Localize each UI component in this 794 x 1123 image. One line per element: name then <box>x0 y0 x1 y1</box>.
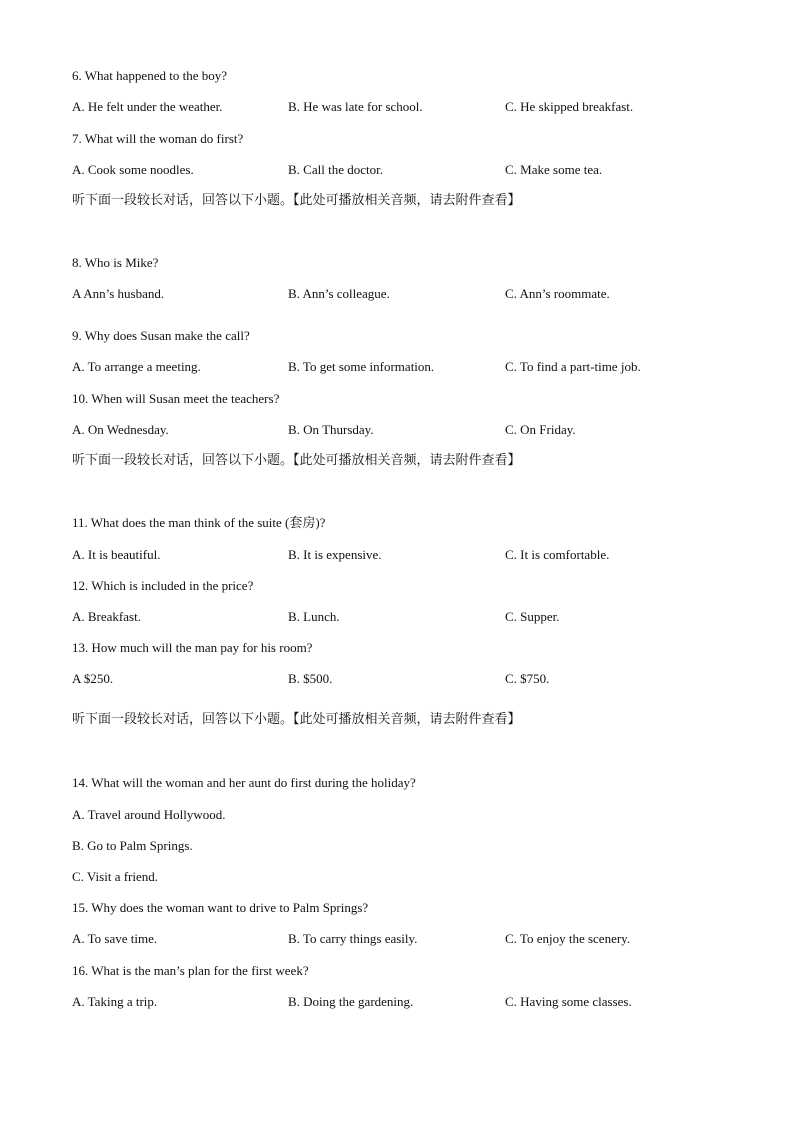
section-instruction-2: 听下面一段较长对话，回答以下小题。【此处可播放相关音频，请去附件查看】 <box>72 453 521 468</box>
q10-option-c: C. On Friday. <box>505 422 576 437</box>
q12-option-b: B. Lunch. <box>288 609 340 624</box>
question-13: 13. How much will the man pay for his room? <box>72 640 313 655</box>
q9-option-a: A. To arrange a meeting. <box>72 359 201 374</box>
question-7: 7. What will the woman do first? <box>72 131 244 146</box>
section-instruction-3: 听下面一段较长对话，回答以下小题。【此处可播放相关音频，请去附件查看】 <box>72 712 521 727</box>
q7-option-b: B. Call the doctor. <box>288 162 383 177</box>
q6-option-b: B. He was late for school. <box>288 99 423 114</box>
q7-option-c: C. Make some tea. <box>505 162 603 177</box>
q15-option-c: C. To enjoy the scenery. <box>505 931 631 946</box>
q14-option-b: B. Go to Palm Springs. <box>72 838 193 853</box>
q8-option-b: B. Ann’s colleague. <box>288 286 390 301</box>
q7-option-a: A. Cook some noodles. <box>72 162 194 177</box>
q16-option-c: C. Having some classes. <box>505 994 632 1009</box>
question-8: 8. Who is Mike? <box>72 255 159 270</box>
q6-option-c: C. He skipped breakfast. <box>505 99 634 114</box>
q12-option-a: A. Breakfast. <box>72 609 141 624</box>
question-15: 15. Why does the woman want to drive to Palm Springs? <box>72 900 369 915</box>
q11-option-a: A. It is beautiful. <box>72 547 161 562</box>
q11-option-b: B. It is expensive. <box>288 547 382 562</box>
q10-option-a: A. On Wednesday. <box>72 422 169 437</box>
q13-option-a: A $250. <box>72 671 114 686</box>
q9-option-c: C. To find a part-time job. <box>505 359 641 374</box>
q16-option-a: A. Taking a trip. <box>72 994 158 1009</box>
question-16: 16. What is the man’s plan for the first week? <box>72 963 309 978</box>
q10-option-b: B. On Thursday. <box>288 422 374 437</box>
question-12: 12. Which is included in the price? <box>72 578 254 593</box>
question-6: 6. What happened to the boy? <box>72 68 227 83</box>
q13-option-b: B. $500. <box>288 671 333 686</box>
q16-option-b: B. Doing the gardening. <box>288 994 414 1009</box>
section-instruction-1: 听下面一段较长对话，回答以下小题。【此处可播放相关音频，请去附件查看】 <box>72 193 521 208</box>
q15-option-b: B. To carry things easily. <box>288 931 418 946</box>
question-11: 11. What does the man think of the suite (套房)? <box>72 515 326 530</box>
q8-option-a: A Ann’s husband. <box>72 286 165 301</box>
q6-option-a: A. He felt under the weather. <box>72 99 223 114</box>
q8-option-c: C. Ann’s roommate. <box>505 286 610 301</box>
q11-option-c: C. It is comfortable. <box>505 547 610 562</box>
q14-option-a: A. Travel around Hollywood. <box>72 807 226 822</box>
q14-option-c: C. Visit a friend. <box>72 869 158 884</box>
question-9: 9. Why does Susan make the call? <box>72 328 250 343</box>
q12-option-c: C. Supper. <box>505 609 560 624</box>
question-10: 10. When will Susan meet the teachers? <box>72 391 280 406</box>
q9-option-b: B. To get some information. <box>288 359 435 374</box>
question-14: 14. What will the woman and her aunt do first during the holiday? <box>72 775 416 790</box>
q15-option-a: A. To save time. <box>72 931 158 946</box>
q13-option-c: C. $750. <box>505 671 550 686</box>
